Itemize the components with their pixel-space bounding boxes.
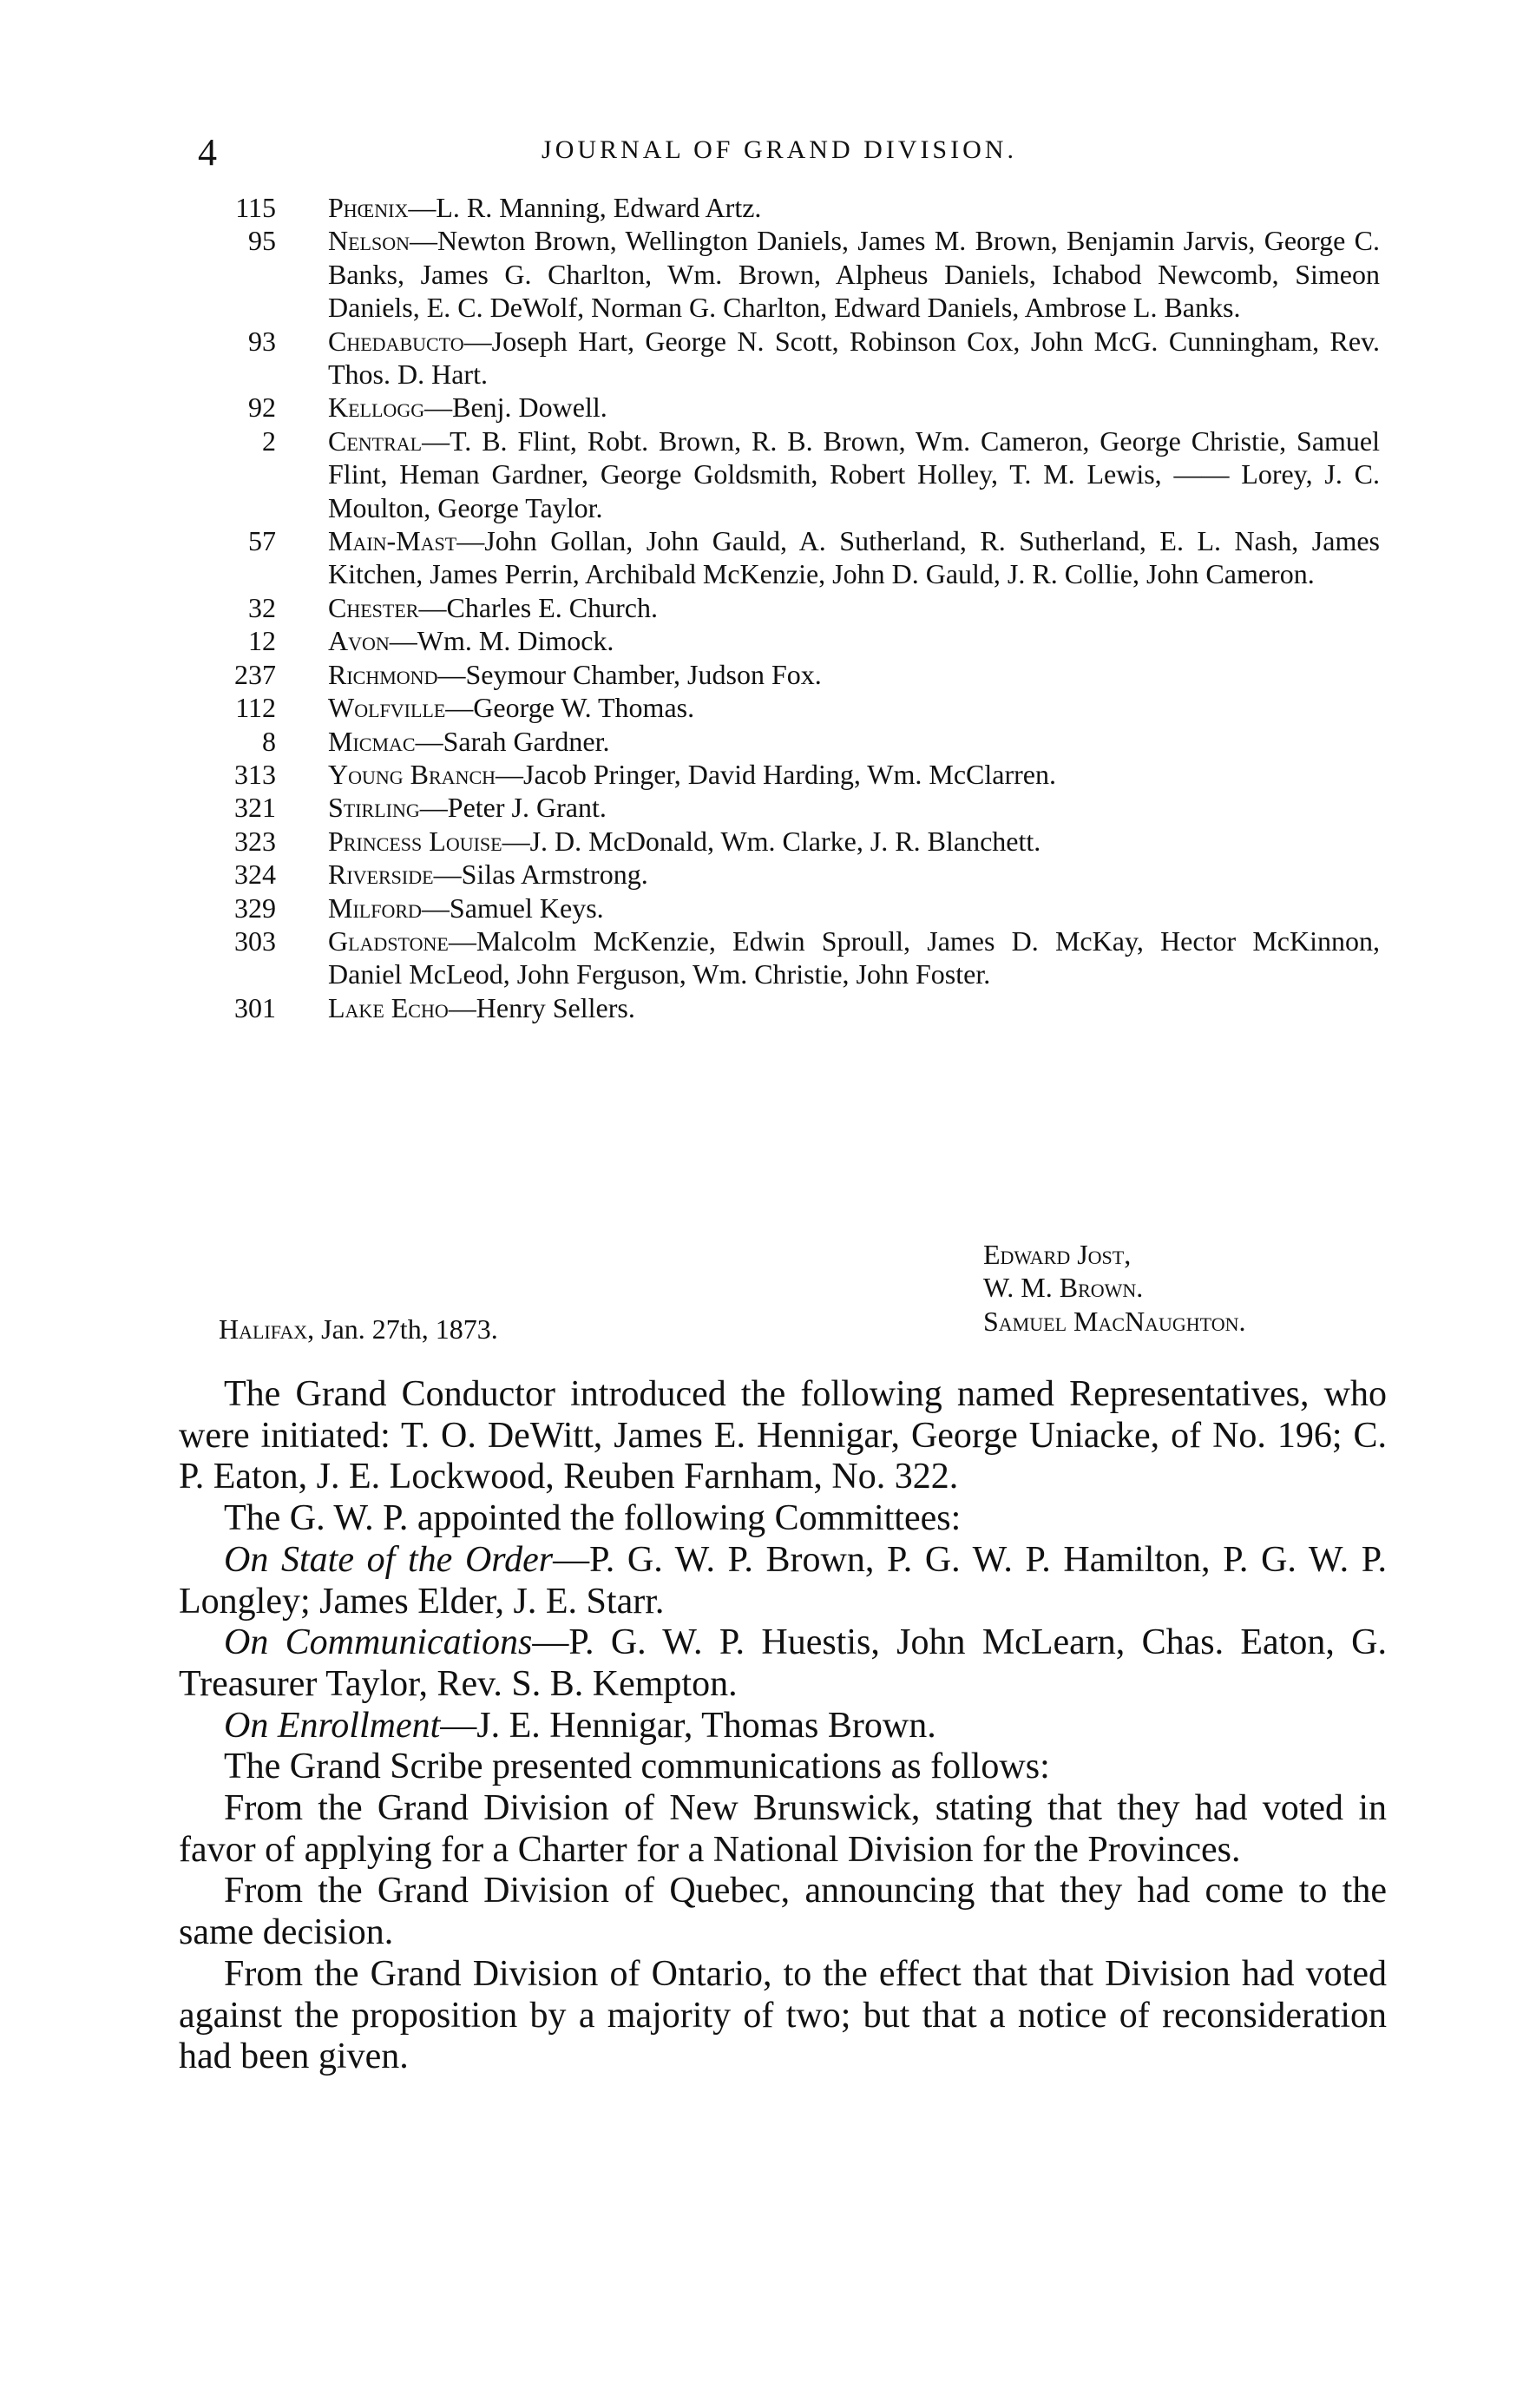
- division-name: Lake Echo: [328, 991, 449, 1023]
- roster-entry: 237 Richmond—Seymour Chamber, Judson Fox.: [198, 658, 1380, 691]
- paragraph: [179, 1871, 1387, 1953]
- running-title: JOURNAL OF GRAND DIVISION.: [542, 135, 1017, 164]
- roster-entry: 115 Phœnix—L. R. Manning, Edward Artz.: [198, 191, 1380, 224]
- body-text: [179, 1374, 1387, 2078]
- division-members: Peter J. Grant.: [447, 792, 607, 824]
- division-name: Young Branch: [328, 758, 496, 790]
- division-number: 95: [248, 225, 276, 257]
- division-number: 93: [248, 325, 276, 357]
- signatory: Samuel MacNaughton.: [983, 1305, 1246, 1337]
- paragraph-text: From the Grand Division of Ontario, to the effect that that Division had voted against the proposition by a majority of two; but that a notice of reconsideration had been given.: [179, 1953, 1387, 2077]
- division-members: John Gollan, John Gauld, A. Sutherland, R. Sutherland, E. L. Nash, James Kitchen, James Perrin, Archibald McKenzie, John D. Gauld, J. R. Collie, John Cameron.: [328, 525, 1380, 590]
- page-number: 4: [198, 131, 217, 174]
- paragraph: [179, 1747, 1387, 1788]
- division-members: Seymour Chamber, Judson Fox.: [465, 658, 822, 690]
- signatories: [983, 1238, 1382, 1338]
- roster-entry: 32 Chester—Charles E. Church.: [198, 591, 1380, 624]
- committee-heading: On Enrollment: [224, 1705, 441, 1746]
- division-name: Milford: [328, 891, 422, 924]
- division-members: L. R. Manning, Edward Artz.: [436, 192, 762, 223]
- paragraph-text: The G. W. P. appointed the following Committees:: [224, 1498, 962, 1539]
- division-number: 8: [262, 725, 276, 757]
- paragraph: [179, 1622, 1387, 1705]
- division-number: 313: [234, 758, 276, 790]
- roster-entry: 12 Avon—Wm. M. Dimock.: [198, 624, 1380, 657]
- paragraph: [179, 1788, 1387, 1871]
- division-number: 12: [248, 625, 276, 657]
- roster-entry: 112 Wolfville—George W. Thomas.: [198, 691, 1380, 724]
- roster-entry: 93 Chedabucto—Joseph Hart, George N. Scott, Robinson Cox, John McG. Cunningham, Rev. Thos. D. Hart.: [198, 325, 1380, 391]
- division-members: Malcolm McKenzie, Edwin Sproull, James D. McKay, Hector McKinnon, Daniel McLeod, John Ferguson, Wm. Christie, John Foster.: [328, 924, 1380, 990]
- roster-entry: 92 Kellogg—Benj. Dowell.: [198, 391, 1380, 424]
- paragraph: [179, 1540, 1387, 1622]
- division-roster: [198, 191, 1380, 1024]
- roster-entry: 303 Gladstone—Malcolm McKenzie, Edwin Sproull, James D. McKay, Hector McKinnon, Daniel McLeod, John Ferguson, Wm. Christie, John Foster.: [198, 924, 1380, 991]
- division-name: Wolfville: [328, 692, 446, 724]
- committee-heading: On Communications: [224, 1622, 533, 1663]
- roster-entry: 329 Milford—Samuel Keys.: [198, 891, 1380, 924]
- division-name: Kellogg: [328, 391, 425, 424]
- division-members: T. B. Flint, Robt. Brown, R. B. Brown, Wm. Cameron, George Christie, Samuel Flint, Heman Gardner, George Goldsmith, Robert Holley, T. M. Lewis, —— Lorey, J. C. Moulton, George Taylor.: [328, 424, 1380, 523]
- roster-entry: 313 Young Branch—Jacob Pringer, David Harding, Wm. McClarren.: [198, 758, 1380, 791]
- division-members: Joseph Hart, George N. Scott, Robinson Cox, John McG. Cunningham, Rev. Thos. D. Hart.: [328, 325, 1380, 391]
- committee-heading: On State of the Order: [224, 1539, 554, 1580]
- division-number: 329: [234, 891, 276, 924]
- division-members: Jacob Pringer, David Harding, Wm. McClarren.: [523, 758, 1056, 790]
- division-number: 301: [234, 991, 276, 1023]
- division-number: 237: [234, 658, 276, 690]
- division-name: Nelson: [328, 225, 410, 257]
- paragraph-text: From the Grand Division of Quebec, announcing that they had come to the same decision.: [179, 1871, 1387, 1953]
- division-name: Phœnix: [328, 192, 409, 223]
- division-name: Chedabucto: [328, 325, 464, 357]
- roster-entry: 324 Riverside—Silas Armstrong.: [198, 858, 1380, 891]
- division-members: Newton Brown, Wellington Daniels, James M. Brown, Benjamin Jarvis, George C. Banks, James G. Charlton, Wm. Brown, Alpheus Daniels, Ichabod Newcomb, Simeon Daniels, E. C. DeWolf, Norman G. Charlton, Edward Daniels, Ambrose L. Banks.: [328, 225, 1380, 324]
- signatory: W. M. Brown.: [983, 1272, 1144, 1304]
- paragraph: [179, 1374, 1387, 1498]
- roster-entry: 323 Princess Louise—J. D. McDonald, Wm. Clarke, J. R. Blanchett.: [198, 825, 1380, 858]
- dateline: [219, 1313, 498, 1345]
- division-name: Main-Mast: [328, 525, 457, 557]
- paragraph-text: —J. E. Hennigar, Thomas Brown.: [440, 1705, 936, 1746]
- division-number: 303: [234, 924, 276, 957]
- division-members: Henry Sellers.: [476, 991, 635, 1023]
- division-members: George W. Thomas.: [473, 692, 695, 724]
- division-name: Richmond: [328, 658, 438, 690]
- division-number: 92: [248, 391, 276, 424]
- paragraph-text: —P. G. W. P. Huestis, John McLearn, Chas. Eaton, G. Treasurer Taylor, Rev. S. B. Kempton.: [179, 1622, 1388, 1704]
- dateline-date: Jan. 27th, 1873.: [321, 1313, 498, 1345]
- division-number: 323: [234, 825, 276, 857]
- paragraph-text: —P. G. W. P. Brown, P. G. W. P. Hamilton, P. G. W. P. Longley; James Elder, J. E. Starr.: [179, 1539, 1387, 1622]
- division-members: Wm. M. Dimock.: [417, 625, 614, 657]
- division-members: Silas Armstrong.: [461, 859, 648, 891]
- division-number: 324: [234, 859, 276, 891]
- paragraph: [179, 1954, 1387, 2078]
- roster-entry: 301 Lake Echo—Henry Sellers.: [198, 991, 1380, 1024]
- division-name: Stirling: [328, 792, 420, 824]
- division-name: Princess Louise: [328, 825, 502, 857]
- roster-entry: 57 Main-Mast—John Gollan, John Gauld, A. Sutherland, R. Sutherland, E. L. Nash, James Kitchen, James Perrin, Archibald McKenzie, John D. Gauld, J. R. Collie, John Cameron.: [198, 524, 1380, 591]
- paragraph-text: From the Grand Division of New Brunswick, stating that they had voted in favor of applying for a Charter for a National Division for the Provinces.: [179, 1788, 1387, 1870]
- roster-entry: 8 Micmac—Sarah Gardner.: [198, 725, 1380, 758]
- division-name: Gladstone: [328, 924, 449, 957]
- division-name: Riverside: [328, 859, 434, 891]
- roster-entry: 95 Nelson—Newton Brown, Wellington Daniels, James M. Brown, Benjamin Jarvis, George C. Banks, James G. Charlton, Wm. Brown, Alpheus Daniels, Ichabod Newcomb, Simeon Daniels, E. C. DeWolf, Norman G. Charlton, Edward Daniels, Ambrose L. Banks.: [198, 224, 1380, 324]
- division-number: 321: [234, 792, 276, 824]
- division-members: Sarah Gardner.: [443, 725, 610, 757]
- signatory: Edward Jost,: [983, 1239, 1132, 1270]
- division-members: J. D. McDonald, Wm. Clarke, J. R. Blanchett.: [529, 825, 1041, 857]
- roster-entry: 321 Stirling—Peter J. Grant.: [198, 791, 1380, 824]
- division-members: Benj. Dowell.: [452, 391, 607, 424]
- paragraph: [179, 1706, 1387, 1747]
- dateline-place: Halifax,: [219, 1313, 315, 1345]
- division-name: Micmac: [328, 725, 416, 757]
- division-name: Avon: [328, 625, 390, 657]
- division-members: Charles E. Church.: [446, 591, 658, 623]
- division-number: 115: [235, 192, 276, 223]
- division-number: 2: [262, 424, 276, 457]
- division-name: Chester: [328, 591, 419, 623]
- roster-entry: 2 Central—T. B. Flint, Robt. Brown, R. B. Brown, Wm. Cameron, George Christie, Samuel Flint, Heman Gardner, George Goldsmith, Robert Holley, T. M. Lewis, —— Lorey, J. C. Moulton, George Taylor.: [198, 424, 1380, 524]
- division-name: Central: [328, 424, 423, 457]
- paragraph: [179, 1498, 1387, 1540]
- division-members: Samuel Keys.: [449, 891, 604, 924]
- paragraph-text: The Grand Conductor introduced the following named Representatives, who were initiated: T. O. DeWitt, James E. Hennigar, George Uniacke, of No. 196; C. P. Eaton, J. E. Lockwood, Reuben Farnham, No. 322.: [179, 1374, 1387, 1497]
- division-number: 32: [248, 591, 276, 623]
- division-number: 57: [248, 525, 276, 557]
- division-number: 112: [235, 692, 276, 724]
- paragraph-text: The Grand Scribe presented communications as follows:: [224, 1747, 1050, 1787]
- running-head: [198, 130, 1361, 182]
